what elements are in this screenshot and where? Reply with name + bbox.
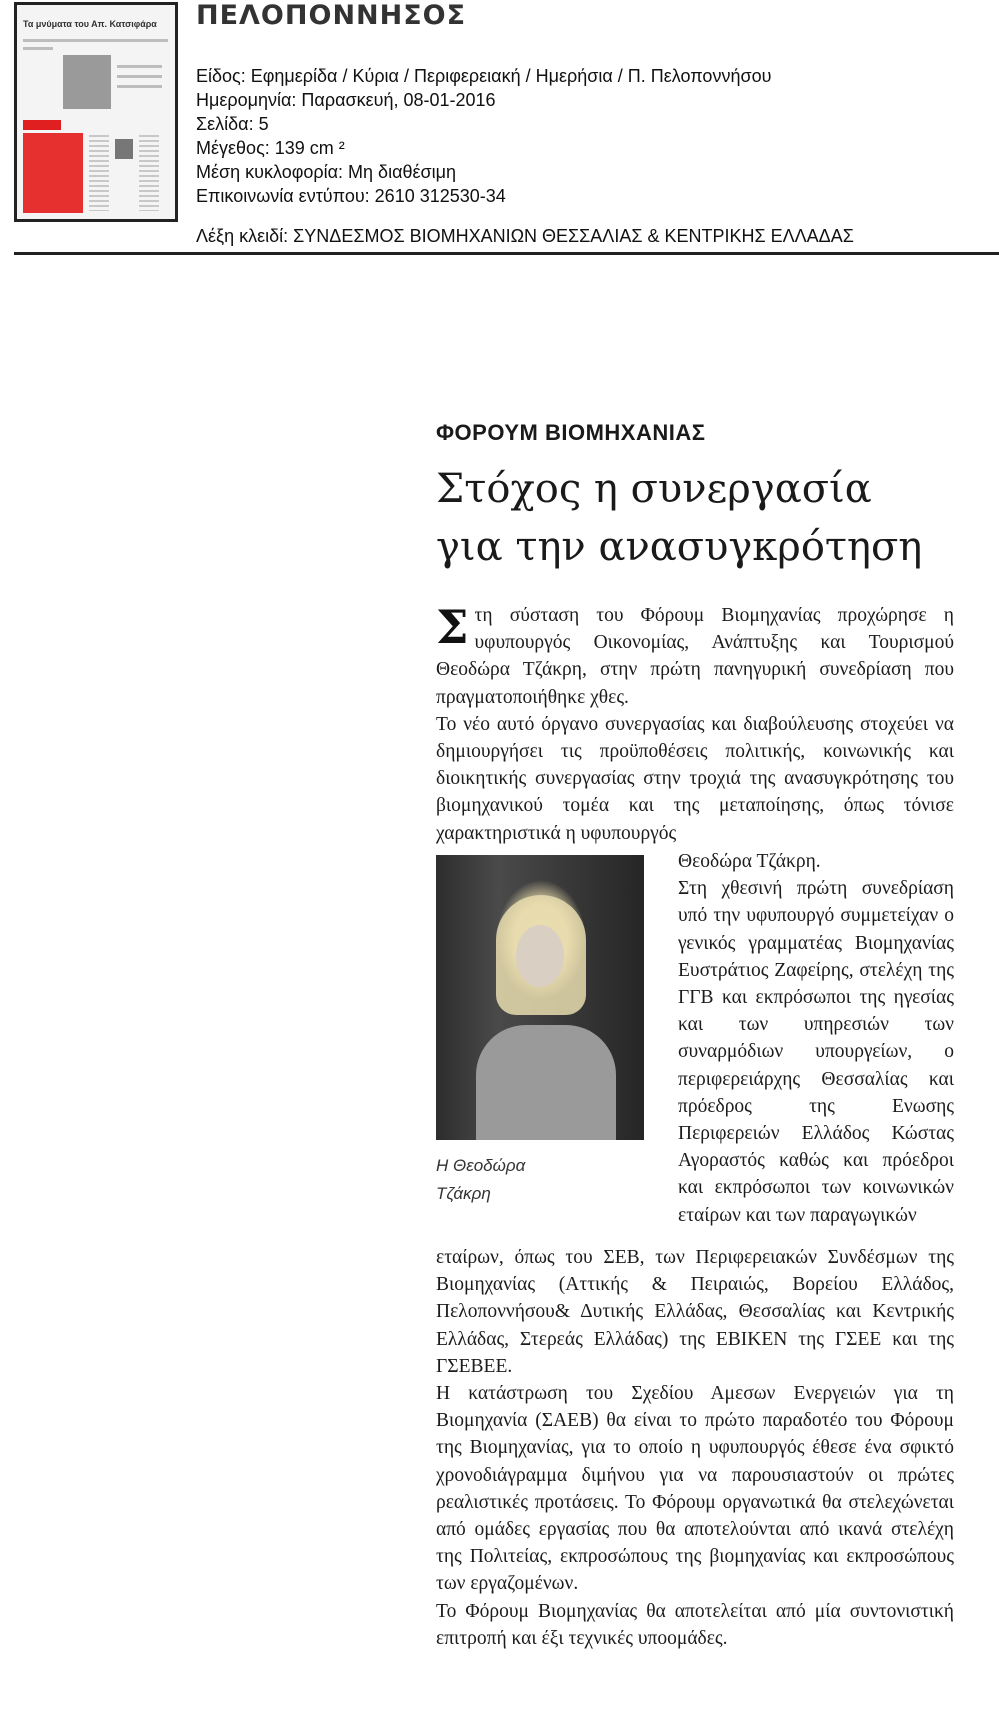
thumbnail-text-line: [117, 65, 162, 68]
page-thumbnail: [14, 2, 178, 222]
thumbnail-rule: [23, 39, 168, 42]
section-label: ΦΟΡΟΥΜ ΒΙΟΜΗΧΑΝΙΑΣ: [436, 420, 706, 445]
caption-line: Τζάκρη: [436, 1184, 491, 1203]
meta-date: Ημερομηνία: Παρασκευή, 08-01-2016: [196, 90, 496, 110]
publication-meta: [196, 64, 771, 208]
paragraph-text: τη σύσταση του Φόρουμ Βιομηχανίας προχώρησε η υφυπουργός Οικονομίας, Ανάπτυξης και Τουρισμού Θεοδώρα Τζάκρη, στην πρώτη πανηγυρική συνεδρίαση που πραγματοποιήθηκε χθες.: [436, 605, 954, 708]
article-body-side: [678, 848, 954, 1229]
headline-line-2: για την ανασυγκρότηση: [436, 524, 923, 570]
publication-name: ΠΕΛΟΠΟΝΝΗΣΟΣ: [196, 0, 467, 31]
thumbnail-text-line: [117, 85, 162, 88]
keywords: Λέξη κλειδί: ΣΥΝΔΕΣΜΟΣ ΒΙΟΜΗΧΑΝΙΩΝ ΘΕΣΣΑΛΙΑΣ & ΚΕΝΤΡΙΚΗΣ ΕΛΛΑΔΑΣ: [196, 226, 854, 246]
article-photo: [436, 855, 644, 1140]
article-paragraph-end: Θεοδώρα Τζάκρη.: [678, 851, 821, 872]
article-body-bottom: [436, 1244, 954, 1652]
thumbnail-photo: [63, 55, 111, 109]
meta-circulation: Μέση κυκλοφορία: Μη διαθέσιμη: [196, 162, 457, 182]
meta-type: Είδος: Εφημερίδα / Κύρια / Περιφερειακή / Ημερήσια / Π. Πελοποννήσου: [196, 66, 772, 86]
thumbnail-column: [139, 135, 159, 211]
thumbnail-column: [89, 135, 109, 211]
article-paragraph: [436, 602, 954, 711]
article-paragraph: Το Φόρουμ Βιομηχανίας θα αποτελείται από μία συντονιστική επιτροπή και έξι τεχνικές υποομάδες.: [436, 1600, 954, 1649]
thumbnail-red-block: [23, 133, 83, 213]
article-paragraph: Στη χθεσινή πρώτη συνεδρίαση υπό την υφυπουργό συμμετείχαν ο γενικός γραμματέας Βιομηχανίας Ευστράτιος Ζαφείρης, στελέχη της ΓΓΒ και εκπρόσωποι της ηγεσίας και των υπηρεσιών των συναρμόδιων υπουργείων, ο περιφερειάρχης Θεσσαλίας και πρόεδρος της Ενωσης Περιφερειών Ελλάδος Κώστας Αγοραστός καθώς και πρόεδροι και εκπρόσωποι των κοινωνικών εταίρων και των παραγωγικών: [678, 878, 954, 1226]
thumbnail-text-line: [23, 47, 53, 50]
caption-line: Η Θεοδώρα: [436, 1156, 526, 1175]
photo-caption: [436, 1152, 616, 1208]
photo-subject-body: [476, 1025, 616, 1140]
meta-page: Σελίδα: 5: [196, 114, 269, 134]
headline-line-1: Στόχος η συνεργασία: [436, 466, 872, 512]
article-paragraph: εταίρων, όπως του ΣΕΒ, των Περιφερειακών Συνδέσμων της Βιομηχανίας (Αττικής & Πειραιώς, Βορείου Ελλάδος, Πελοποννήσου& Δυτικής Ελλάδας, Θεσσαλίας και Κεντρικής Ελλάδας, Στερεάς Ελλάδας) της ΕΒΙΚΕΝ της ΓΣΕΕ και της ΓΣΕΒΕΕ.: [436, 1247, 954, 1377]
article-body-top: [436, 602, 954, 847]
thumbnail-title: Τα μνύματα του Απ. Κατσιφάρα: [23, 19, 157, 29]
article-paragraph: Η κατάστρωση του Σχεδίου Αμεσων Ενεργειών για τη Βιομηχανία (ΣΑΕΒ) θα είναι το πρώτο παραδοτέο του Φόρουμ της Βιομηχανίας, για το οποίο η υφυπουργός έθεσε ένα σφικτό χρονοδιάγραμμα διμήνου για να παρουσιαστούν οι πρώτες ρεαλιστικές προτάσεις. Το Φόρουμ οργανωτικά θα στελεχώνεται από ομάδες εργασίας που θα αποτελούνται από ικανά στελέχη της Πολιτείας, εκπροσώπους της βιομηχανίας και εκπροσώπους των εργαζομένων.: [436, 1383, 954, 1595]
article-headline: [436, 460, 956, 576]
thumbnail-red-block: [23, 120, 61, 130]
meta-size: Μέγεθος: 139 cm ²: [196, 138, 345, 158]
meta-contact: Επικοινωνία εντύπου: 2610 312530-34: [196, 186, 506, 206]
thumbnail-photo: [115, 139, 133, 159]
thumbnail-text-line: [117, 75, 162, 78]
header-divider: [14, 252, 999, 255]
photo-subject-face: [516, 925, 564, 987]
drop-cap: Σ: [436, 600, 469, 654]
article-paragraph: Το νέο αυτό όργανο συνεργασίας και διαβούλευσης στοχεύει να δημιουργήσει τις προϋποθέσεις πολιτικής, κοινωνικής και διοικητικής συνεργασίας στην τροχιά της ανασυγκρότησης του βιομηχανικού τομέα και της μεταποίησης, όπως τόνισε χαρακτηριστικά η υφυπουργός: [436, 713, 954, 844]
